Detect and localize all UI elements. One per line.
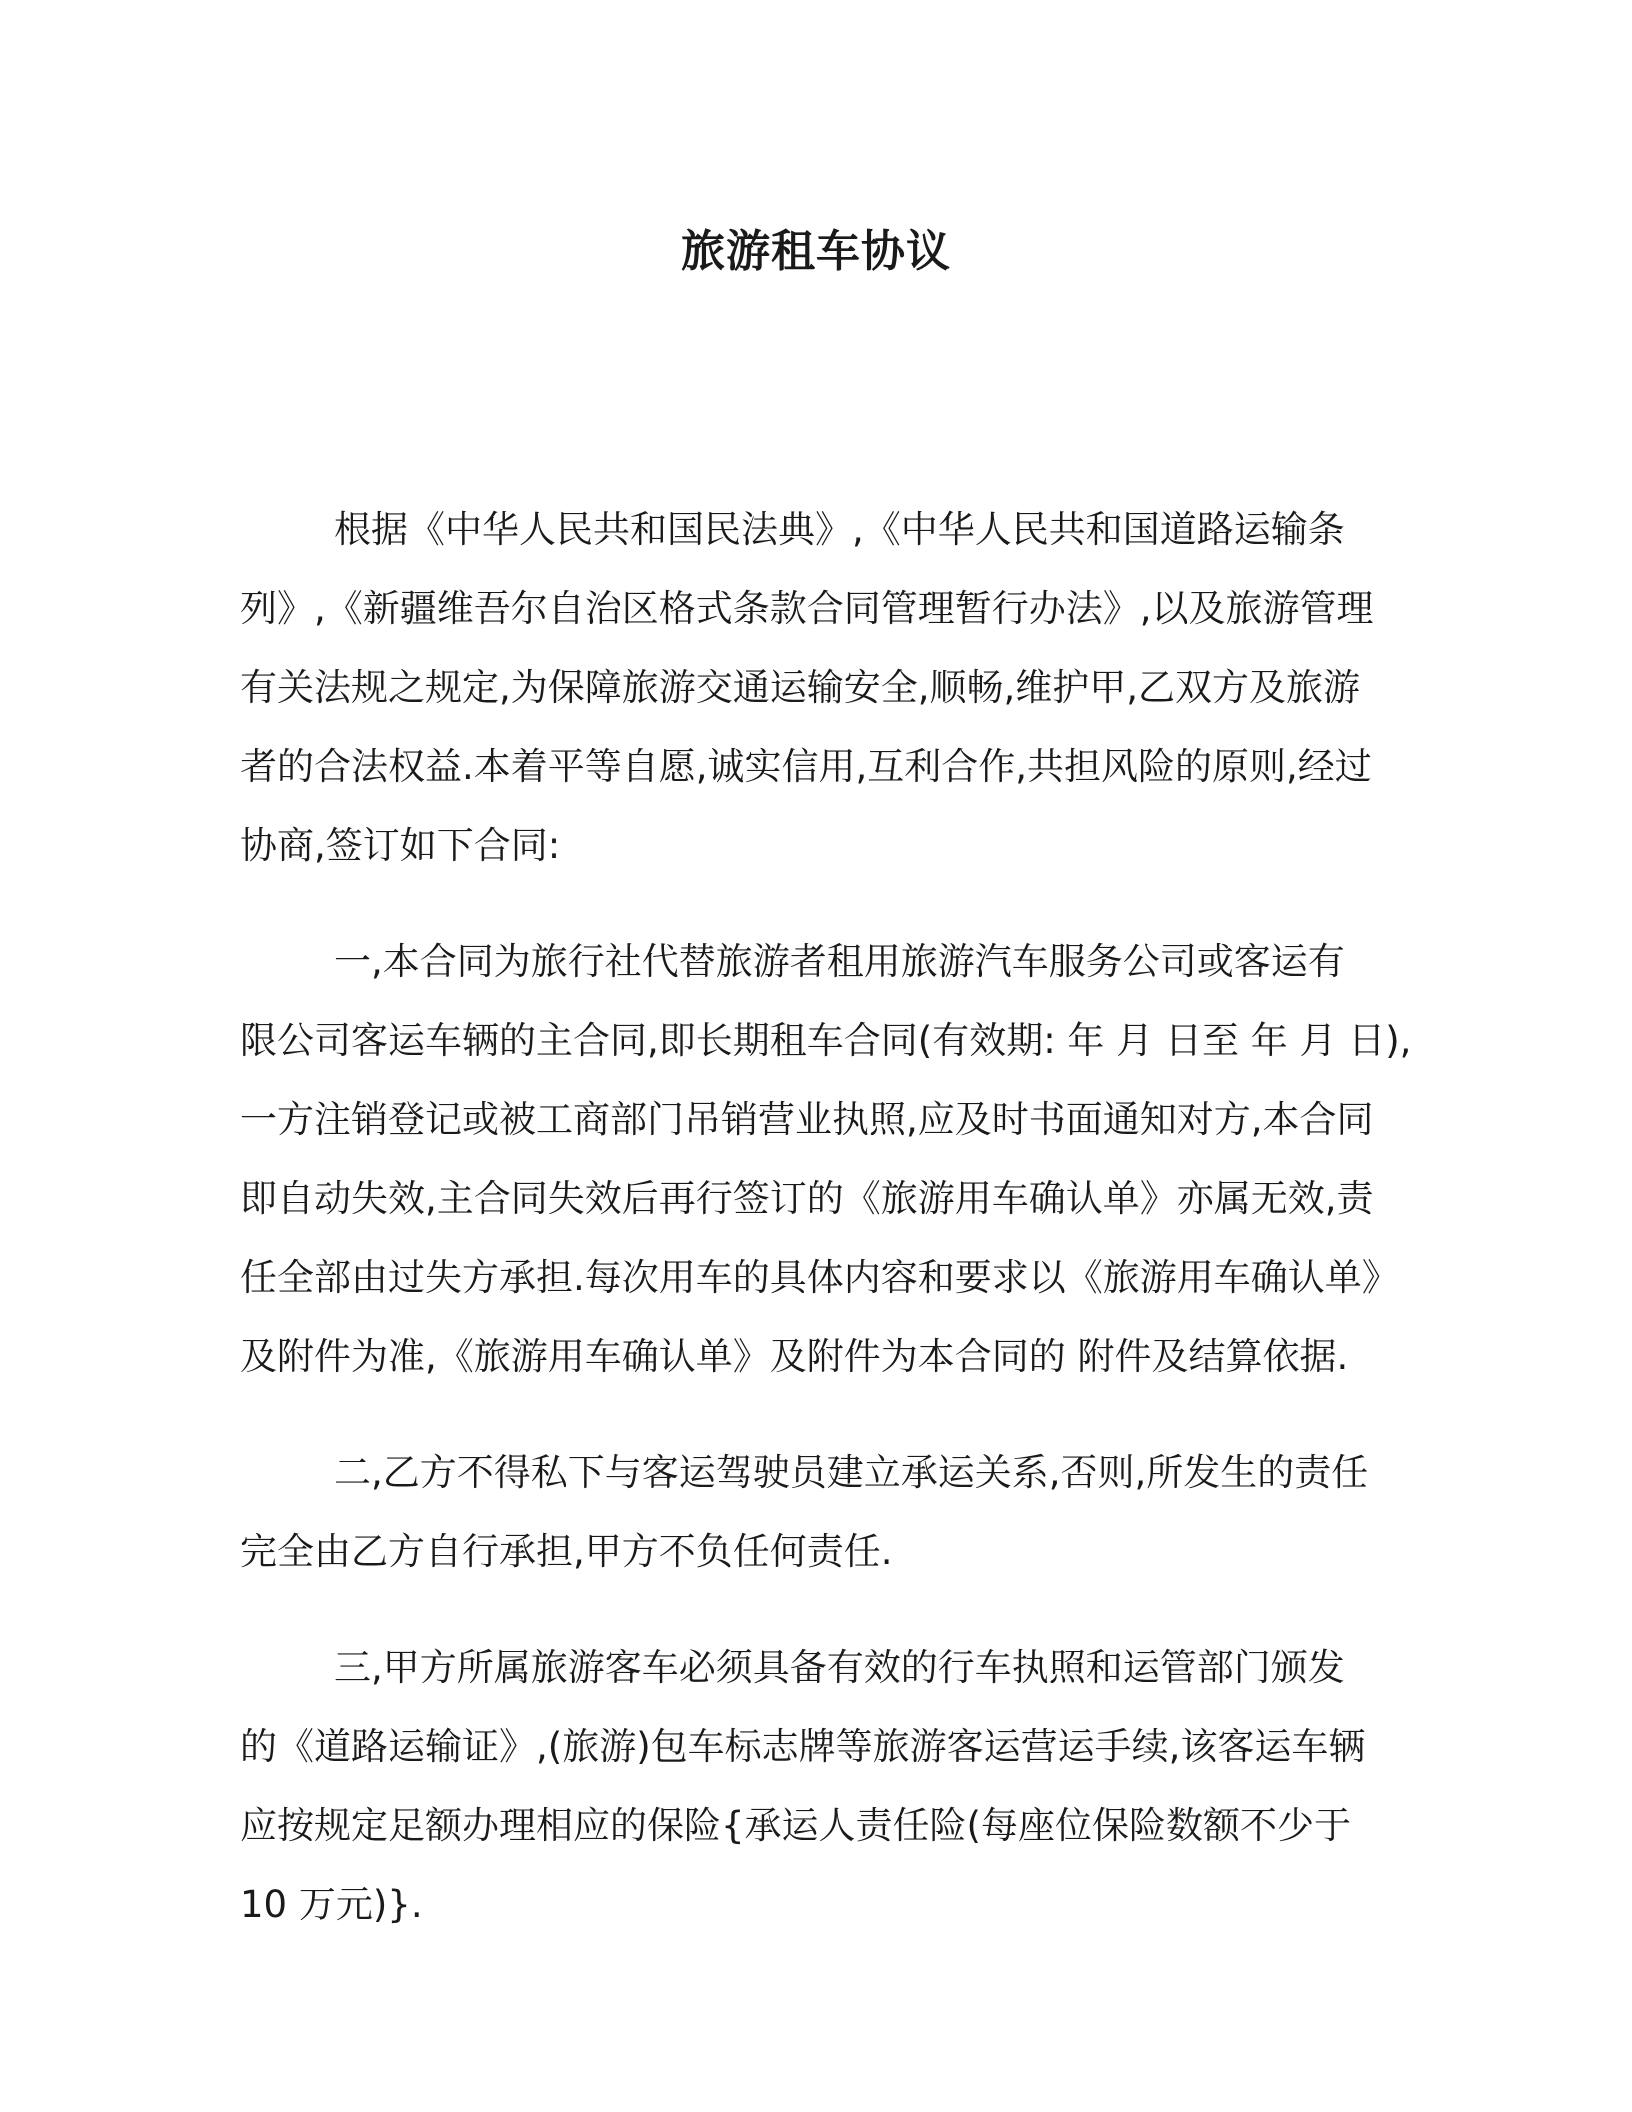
text-line: 即自动失效,主合同失效后再行签订的《旅游用车确认单》亦属无效,责: [240, 1177, 1374, 1220]
text-line: 一方注销登记或被工商部门吊销营业执照,应及时书面通知对方,本合同: [240, 1098, 1374, 1141]
document-body: [240, 490, 1412, 1981]
text-line: 列》,《新疆维吾尔自治区格式条款合同管理暂行办法》,以及旅游管理: [240, 587, 1374, 630]
paragraph-clause-3: [240, 1628, 1390, 1944]
text-line: 者的合法权益.本着平等自愿,诚实信用,互利合作,共担风险的原则,经过: [240, 745, 1372, 788]
text-line: 应按规定足额办理相应的保险{承运人责任险(每座位保险数额不少于: [240, 1804, 1351, 1847]
paragraph-preamble: [240, 490, 1390, 885]
paragraph-clause-2: [240, 1433, 1390, 1591]
text-line: 任全部由过失方承担.每次用车的具体内容和要求以《旅游用车确认单》: [240, 1256, 1399, 1299]
document-title: 旅游租车协议: [681, 226, 951, 277]
text-line: 及附件为准,《旅游用车确认单》及附件为本合同的 附件及结算依据.: [240, 1335, 1349, 1378]
text-line: 完全由乙方自行承担,甲方不负任何责任.: [240, 1530, 893, 1573]
text-line: 有关法规之规定,为保障旅游交通运输安全,顺畅,维护甲,乙双方及旅游: [240, 666, 1361, 709]
text-line: 10 万元)}.: [240, 1883, 423, 1926]
text-line: 限公司客运车辆的主合同,即长期租车合同(有效期: 年 月 日至 年 月 日),: [240, 1019, 1412, 1062]
text-line: 二,乙方不得私下与客运驾驶员建立承运关系,否则,所发生的责任: [334, 1451, 1369, 1494]
text-line: 根据《中华人民共和国民法典》,《中华人民共和国道路运输条: [334, 508, 1345, 551]
paragraph-clause-1: [240, 922, 1412, 1396]
text-line: 协商,签订如下合同:: [240, 824, 561, 867]
text-line: 三,甲方所属旅游客车必须具备有效的行车执照和运管部门颁发: [334, 1646, 1345, 1689]
text-line: 一,本合同为旅行社代替旅游者租用旅游汽车服务公司或客运有: [334, 940, 1345, 983]
text-line: 的《道路运输证》,(旅游)包车标志牌等旅游客运营运手续,该客运车辆: [240, 1725, 1366, 1768]
